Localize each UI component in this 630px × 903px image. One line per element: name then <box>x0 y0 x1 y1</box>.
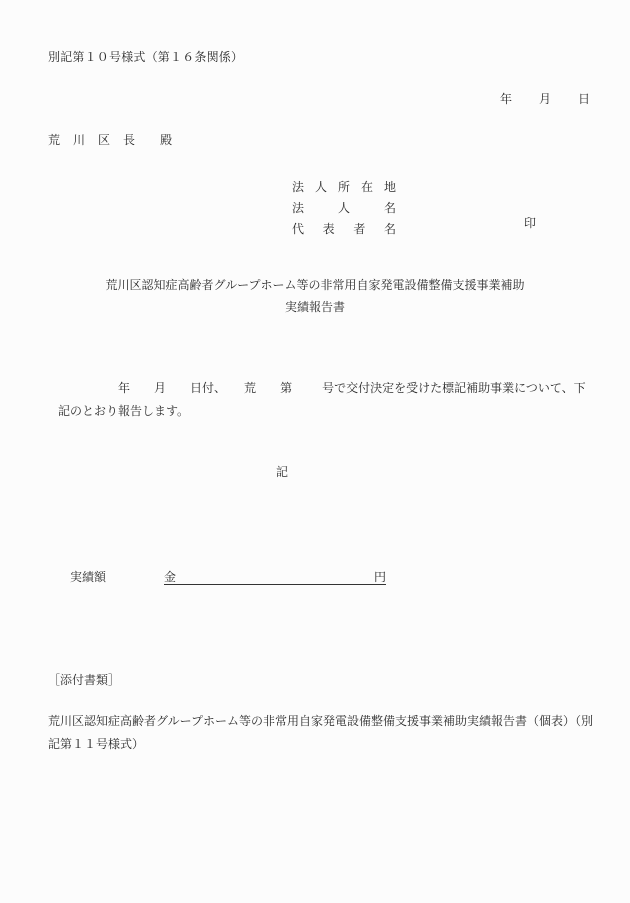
date-day-label: 日 <box>577 92 590 106</box>
body-year-label: 年 <box>118 381 131 395</box>
body-paragraph-line2: 記のとおり報告します。 <box>58 404 190 418</box>
applicant-block <box>292 176 396 239</box>
representative-name-label <box>292 223 396 235</box>
label-char: 法 <box>292 179 305 194</box>
date-month-label: 月 <box>538 92 551 106</box>
applicant-name-row <box>292 197 396 218</box>
addressee-char: 区 <box>98 133 111 147</box>
body-ara-label: 荒 <box>244 381 257 395</box>
attachments-item-line2: 記第１１号様式） <box>48 737 145 751</box>
amount-field <box>164 569 386 585</box>
document-title-line1: 荒川区認知症高齢者グループホーム等の非常用自家発電設備整備支援事業補助 <box>105 278 525 292</box>
label-char: 地 <box>383 179 396 194</box>
representative-name-row <box>292 218 396 239</box>
amount-prefix: 金 <box>164 570 177 584</box>
label-char: 法 <box>292 200 305 215</box>
addressee <box>48 134 172 146</box>
body-paragraph-line1 <box>118 382 586 394</box>
label-char: 名 <box>383 200 396 215</box>
applicant-address-label <box>292 181 396 193</box>
label-char: 所 <box>337 179 350 194</box>
label-char: 人 <box>337 200 350 215</box>
applicant-name-label <box>292 202 396 214</box>
document-title-line2: 実績報告書 <box>284 300 345 314</box>
label-char: 者 <box>353 221 366 236</box>
label-char: 表 <box>322 221 335 236</box>
attachments-heading: ［添付書類］ <box>48 673 121 687</box>
label-char: 人 <box>314 179 327 194</box>
addressee-char: 長 <box>123 133 136 147</box>
addressee-honorific: 殿 <box>160 133 173 147</box>
body-month-label: 月 <box>154 381 167 395</box>
amount-suffix: 円 <box>373 570 386 584</box>
body-dai-label: 第 <box>280 381 293 395</box>
form-number: 別記第１０号様式（第１６条関係） <box>48 50 244 64</box>
label-char: 在 <box>360 179 373 194</box>
attachments-item-line1: 荒川区認知症高齢者グループホーム等の非常用自家発電設備整備支援事業補助実績報告書（個表）（別 <box>48 714 594 728</box>
seal-mark: 印 <box>524 216 537 230</box>
label-char: 名 <box>383 221 396 236</box>
applicant-address-row <box>292 176 396 197</box>
addressee-char: 荒 <box>48 133 61 147</box>
date-year-label: 年 <box>500 92 513 106</box>
body-day-label: 日付、 <box>190 381 227 395</box>
label-char: 代 <box>292 221 305 236</box>
ki-heading: 記 <box>276 465 289 479</box>
date-line <box>500 93 590 105</box>
body-line1-rest: 号で交付決定を受けた標記補助事業について、下 <box>322 381 586 395</box>
amount-label: 実績額 <box>70 570 107 584</box>
addressee-char: 川 <box>73 133 86 147</box>
